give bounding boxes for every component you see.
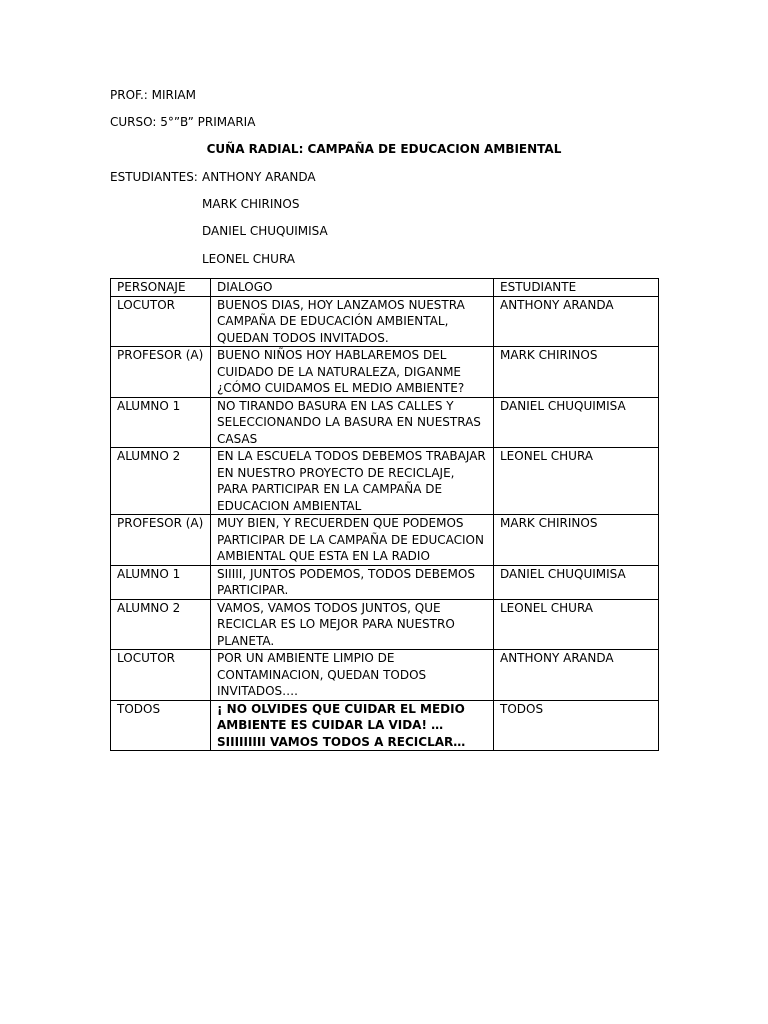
column-header-estudiante: ESTUDIANTE: [494, 279, 659, 297]
cell-estudiante: DANIEL CHUQUIMISA: [494, 565, 659, 599]
cell-personaje: LOCUTOR: [111, 650, 211, 701]
table-row: [111, 397, 659, 448]
cell-dialogo: POR UN AMBIENTE LIMPIO DE CONTAMINACION, QUEDAN TODOS INVITADOS….: [211, 650, 494, 701]
cell-personaje: LOCUTOR: [111, 296, 211, 347]
cell-personaje: PROFESOR (A): [111, 515, 211, 566]
cell-personaje: TODOS: [111, 700, 211, 751]
cell-estudiante: MARK CHIRINOS: [494, 347, 659, 398]
cell-estudiante: LEONEL CHURA: [494, 448, 659, 515]
document-title: CUÑA RADIAL: CAMPAÑA DE EDUCACION AMBIENTAL: [206, 142, 562, 156]
cell-personaje: ALUMNO 1: [111, 565, 211, 599]
cell-estudiante: LEONEL CHURA: [494, 599, 659, 650]
students-label: ESTUDIANTES:: [110, 170, 198, 184]
cell-estudiante: TODOS: [494, 700, 659, 751]
cell-estudiante: DANIEL CHUQUIMISA: [494, 397, 659, 448]
cell-estudiante: ANTHONY ARANDA: [494, 296, 659, 347]
table-row: [111, 515, 659, 566]
cell-personaje: PROFESOR (A): [111, 347, 211, 398]
column-header-personaje: PERSONAJE: [111, 279, 211, 297]
cell-estudiante: MARK CHIRINOS: [494, 515, 659, 566]
cell-dialogo: EN LA ESCUELA TODOS DEBEMOS TRABAJAR EN NUESTRO PROYECTO DE RECICLAJE, PARA PARTICIPAR EN LA CAMPAÑA DE EDUCACION AMBIENTAL: [211, 448, 494, 515]
cell-dialogo: MUY BIEN, Y RECUERDEN QUE PODEMOS PARTICIPAR DE LA CAMPAÑA DE EDUCACION AMBIENTAL QUE ESTA EN LA RADIO: [211, 515, 494, 566]
cell-personaje: ALUMNO 1: [111, 397, 211, 448]
table-header-row: [111, 279, 659, 297]
cell-dialogo: ¡ NO OLVIDES QUE CUIDAR EL MEDIO AMBIENTE ES CUIDAR LA VIDA! …SIIIIIIIII VAMOS TODOS A RECICLAR…: [211, 700, 494, 751]
cell-personaje: ALUMNO 2: [111, 599, 211, 650]
cell-dialogo: BUENOS DIAS, HOY LANZAMOS NUESTRA CAMPAÑA DE EDUCACIÓN AMBIENTAL, QUEDAN TODOS INVITADOS.: [211, 296, 494, 347]
cell-dialogo: BUENO NIÑOS HOY HABLAREMOS DEL CUIDADO DE LA NATURALEZA, DIGANME ¿CÓMO CUIDAMOS EL MEDIO AMBIENTE?: [211, 347, 494, 398]
table-row: [111, 565, 659, 599]
table-row: [111, 599, 659, 650]
cell-dialogo: SIIIII, JUNTOS PODEMOS, TODOS DEBEMOS PARTICIPAR.: [211, 565, 494, 599]
cell-dialogo: NO TIRANDO BASURA EN LAS CALLES Y SELECCIONANDO LA BASURA EN NUESTRAS CASAS: [211, 397, 494, 448]
table-row: [111, 700, 659, 751]
table-row: [111, 650, 659, 701]
table-row: [111, 448, 659, 515]
cell-dialogo: VAMOS, VAMOS TODOS JUNTOS, QUE RECICLAR ES LO MEJOR PARA NUESTRO PLANETA.: [211, 599, 494, 650]
student-name: DANIEL CHUQUIMISA: [202, 224, 328, 238]
teacher-line: PROF.: MIRIAM: [110, 88, 196, 102]
course-line: CURSO: 5°”B” PRIMARIA: [110, 115, 256, 129]
student-name: ANTHONY ARANDA: [202, 170, 316, 184]
column-header-dialogo: DIALOGO: [211, 279, 494, 297]
table-row: [111, 296, 659, 347]
cell-estudiante: ANTHONY ARANDA: [494, 650, 659, 701]
student-name: MARK CHIRINOS: [202, 197, 300, 211]
script-table: [110, 278, 659, 751]
cell-personaje: ALUMNO 2: [111, 448, 211, 515]
table-row: [111, 347, 659, 398]
student-name: LEONEL CHURA: [202, 252, 296, 266]
